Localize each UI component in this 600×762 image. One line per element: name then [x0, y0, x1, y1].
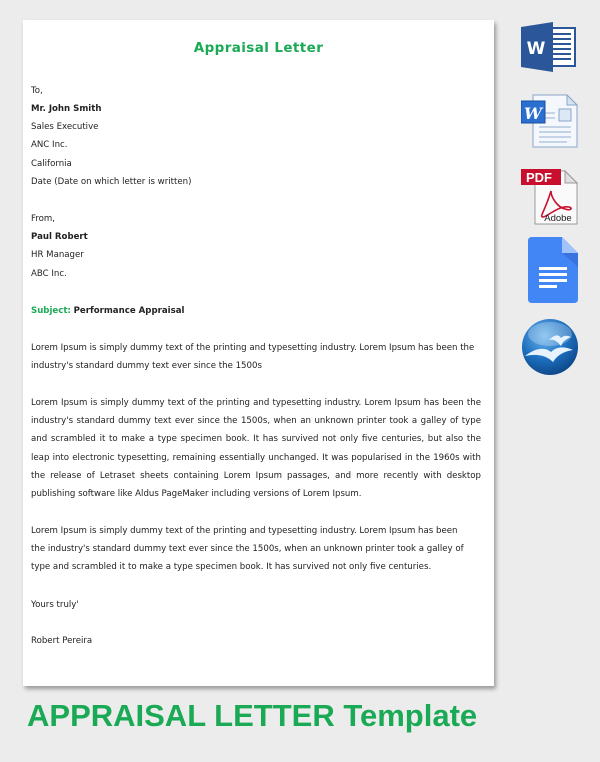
closing: Yours truly' [31, 600, 79, 610]
svg-text:W: W [526, 39, 546, 59]
from-salutation: From, [31, 214, 56, 224]
signature: Robert Pereira [31, 636, 93, 646]
paragraph-1: Lorem Ipsum is simply dummy text of the printing and typesetting industry. Lorem Ipsum has been the industry's standard dummy text ever since the 1500s [31, 343, 475, 372]
paragraph-2: Lorem Ipsum is simply dummy text of the printing and typesetting industry. Lorem Ipsum has been the industry's standard dummy text ever since the 1500s, when an unknown printer took a galley of type and scrambled it to make a type specimen book. It has survived not only five centuries, but also the leap into electronic typesetting, remaining essentially unchanged. It was popularised in the 1960s with the release of Letraset sheets containing Lorem Ipsum passages, and more recently with desktop publishing software like Aldus PageMaker including versions of Lorem Ipsum. [31, 398, 481, 500]
subject-text: Performance Appraisal [73, 306, 185, 316]
recipient-company: ANC Inc. [31, 140, 68, 150]
word-2013-icon[interactable] [521, 22, 577, 76]
google-docs-icon[interactable] [528, 237, 580, 307]
subject-line [31, 306, 184, 316]
sender-company: ABC Inc. [31, 269, 67, 279]
svg-text:PDF: PDF [526, 170, 552, 185]
template-footer-title: APPRAISAL LETTER Template [27, 698, 478, 733]
to-salutation: To, [31, 86, 43, 96]
sender-designation: HR Manager [31, 250, 84, 260]
subject-label: Subject: [31, 306, 71, 316]
letter-page [23, 20, 494, 686]
svg-text:Adobe: Adobe [544, 213, 572, 224]
letter-title: Appraisal Letter [193, 40, 324, 56]
sender-name: Paul Robert [31, 232, 88, 242]
recipient-location: California [31, 159, 72, 169]
openoffice-icon[interactable] [521, 318, 579, 380]
pdf-adobe-icon[interactable] [521, 167, 579, 229]
svg-text:W: W [524, 104, 542, 123]
recipient-designation: Sales Executive [31, 122, 99, 132]
word-legacy-icon[interactable] [521, 93, 579, 153]
paragraph-3: Lorem Ipsum is simply dummy text of the printing and typesetting industry. Lorem Ipsum has been the industry's standard dummy text ever since the 1500s, when an unknown printer took a galley of type and scrambled it to make a type specimen book. It has survived not only five centuries. [31, 526, 464, 573]
letter-date: Date (Date on which letter is written) [31, 177, 192, 187]
recipient-name: Mr. John Smith [31, 104, 102, 114]
